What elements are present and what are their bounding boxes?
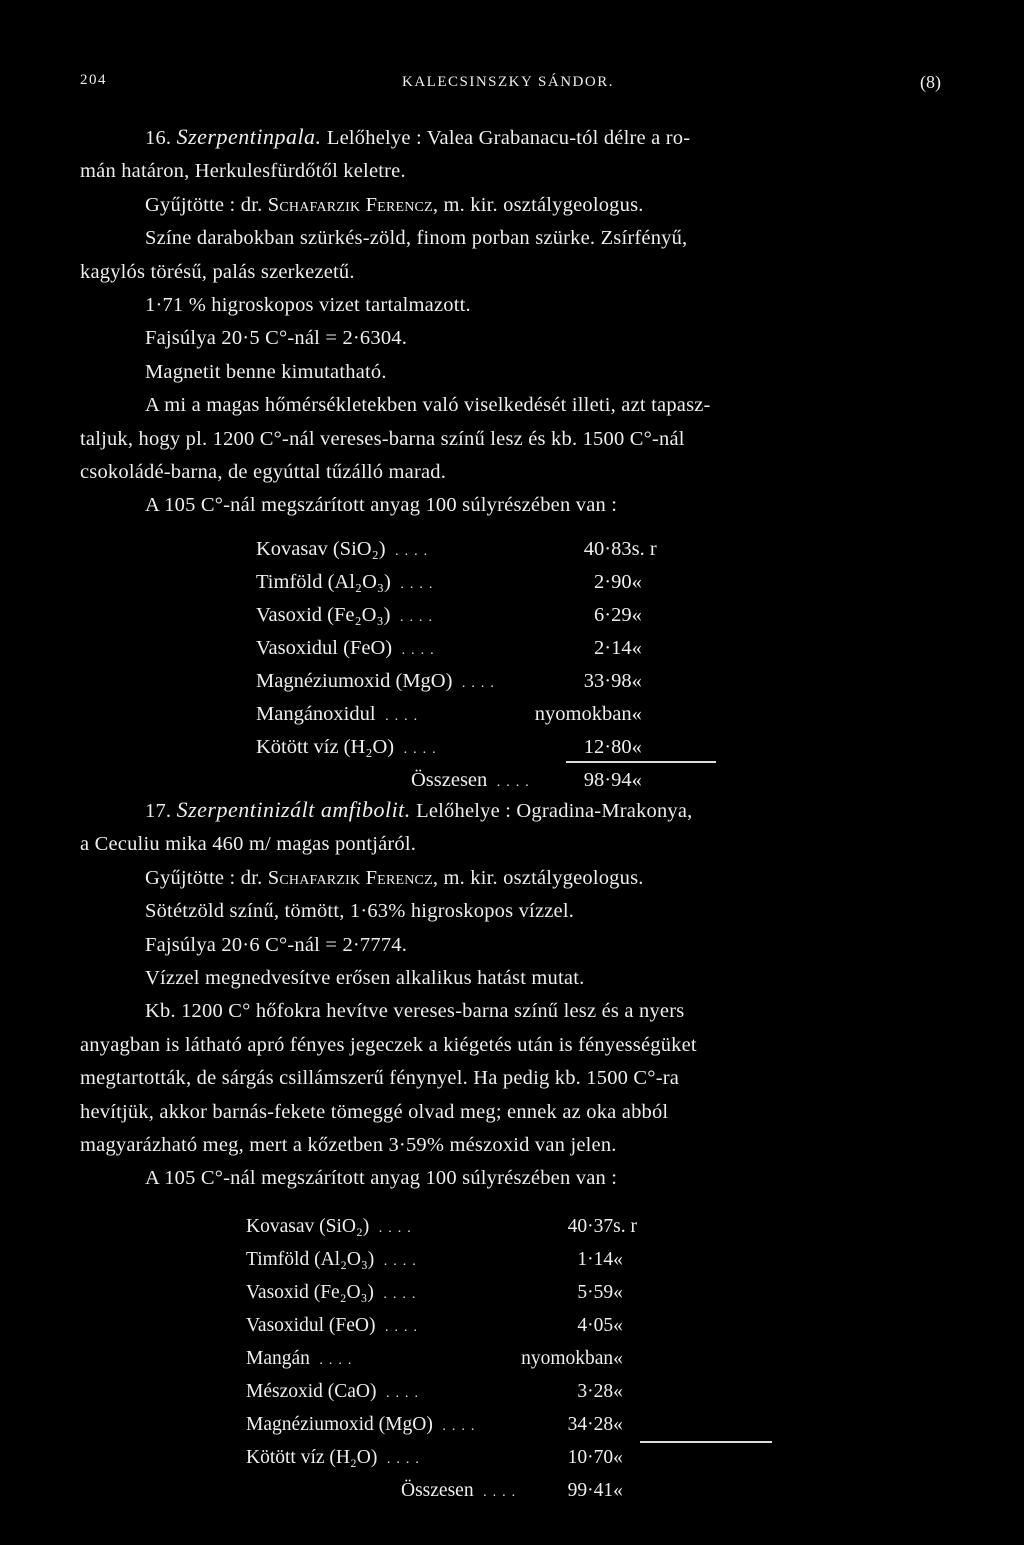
sample17-locality: Lelőhelye : Ogradina-Mrakonya, <box>416 800 693 822</box>
running-title: KALECSINSZKY SÁNDOR. <box>402 74 614 90</box>
component-value: nyomokban <box>534 703 632 725</box>
sample17-description <box>80 793 697 1196</box>
composition-row <box>256 698 657 731</box>
component-name: Vasoxidul (FeO) <box>246 1314 376 1336</box>
composition-row <box>246 1276 637 1309</box>
sample16-heat-behaviour: A mi a magas hőmérsékletekben való viselkedését illeti, azt tapasz- <box>145 394 711 417</box>
component-name: Kovasav (SiO₂) <box>246 1215 370 1237</box>
component-name: Összesen <box>411 769 488 791</box>
composition-row <box>246 1210 637 1243</box>
composition-row <box>246 1243 637 1276</box>
component-name: Timföld (Al₂O₃) <box>246 1248 375 1270</box>
leader-dots: .... <box>373 1286 422 1302</box>
sample17-locality-cont: a Ceculiu mika 460 m/ magas pontjáról. <box>80 833 417 856</box>
sample17-color: Sötétzöld színű, tömött, 1·63% higroskopos vízzel. <box>145 900 575 923</box>
sample16-sum-rule <box>566 761 716 763</box>
component-value: 4·05 <box>577 1314 614 1336</box>
leader-dots: .... <box>377 1451 425 1467</box>
leader-dots: .... <box>473 1484 522 1500</box>
composition-row <box>246 1408 637 1441</box>
sample16-analysis-intro: A 105 C°-nál megszárított anyag 100 súlyrészében van : <box>145 494 618 517</box>
component-value: 40·37 <box>567 1215 614 1237</box>
component-unit: « <box>631 769 642 791</box>
leader-dots: .... <box>487 775 535 790</box>
component-value: 10·70 <box>567 1446 614 1468</box>
sample17-heat-behaviour-2: anyagban is látható apró fényes jegeczek a kiégetés után is fényességüket <box>80 1033 697 1056</box>
component-name: Vasoxidul (FeO) <box>256 637 393 659</box>
leader-dots: .... <box>376 1385 425 1401</box>
component-name: Magnéziumoxid (MgO) <box>256 670 453 692</box>
collector-suffix: m. kir. osztálygeologus. <box>443 866 644 889</box>
collector-prefix: Gyűjtötte : dr. <box>145 866 263 889</box>
collector-suffix: m. kir. osztálygeologus. <box>443 193 644 216</box>
leader-dots: .... <box>369 1220 417 1236</box>
sample16-name: Szerpentinpala. <box>176 124 322 149</box>
composition-row <box>256 665 657 698</box>
composition-row <box>256 599 657 632</box>
sample17-heat-behaviour-5: magyarázható meg, mert a kőzetben 3·59% mészoxid van jelen. <box>80 1134 617 1157</box>
component-value: 3·28 <box>577 1380 614 1402</box>
component-unit: « <box>613 1248 623 1270</box>
sample16-heat-behaviour-cont: taljuk, hogy pl. 1200 C°-nál vereses-barna színű lesz és kb. 1500 C°-nál <box>80 427 685 450</box>
sample17-collector <box>80 862 697 895</box>
component-value: nyomokban <box>521 1347 614 1369</box>
component-value: 6·29 <box>594 604 632 626</box>
component-unit: « <box>613 1314 623 1336</box>
component-name: Mészoxid (CaO) <box>246 1380 377 1402</box>
page-number: 204 <box>80 72 107 88</box>
component-unit: « <box>613 1380 623 1402</box>
sample16-description <box>80 120 711 523</box>
component-unit: « <box>631 736 642 758</box>
sample17-heat-behaviour: Kb. 1200 C° hőfokra hevítve vereses-barna színű lesz és a nyers <box>145 1000 685 1023</box>
sample17-alkaline: Vízzel megnedvesítve erősen alkalikus hatást mutat. <box>145 967 585 990</box>
component-unit: « <box>631 670 642 692</box>
component-name: Mangánoxidul <box>256 703 376 725</box>
component-unit: s. r <box>631 538 657 560</box>
composition-row <box>256 731 657 764</box>
component-name: Timföld (Al₂O₃) <box>256 571 391 593</box>
section-marker: (8) <box>920 72 941 92</box>
leader-dots: .... <box>390 577 439 592</box>
component-unit: « <box>613 1281 623 1303</box>
component-unit: « <box>631 637 642 659</box>
composition-row <box>246 1342 637 1375</box>
sample16-composition-table <box>256 533 657 797</box>
collector-prefix: Gyűjtötte : dr. <box>145 193 263 216</box>
sample17-analysis-intro: A 105 C°-nál megszárított anyag 100 súlyrészében van : <box>145 1167 618 1190</box>
component-value: 5·59 <box>577 1281 614 1303</box>
component-value: 1·14 <box>577 1248 614 1270</box>
leader-dots: .... <box>432 1418 481 1434</box>
sample16-density: Fajsúlya 20·5 C°-nál = 2·6304. <box>145 327 408 350</box>
composition-row <box>256 632 657 665</box>
component-unit: s. r <box>613 1215 637 1237</box>
leader-dots: .... <box>374 1253 422 1269</box>
component-unit: « <box>631 703 642 725</box>
component-name: Összesen <box>401 1479 474 1501</box>
sample17-number: 17. <box>145 800 172 822</box>
sample17-density: Fajsúlya 20·6 C°-nál = 2·7774. <box>145 933 408 956</box>
sample17-heat-behaviour-3: megtartották, de sárgás csillámszerű fénynyel. Ha pedig kb. 1500 C°-ra <box>80 1067 680 1090</box>
component-value: 12·80 <box>583 736 632 758</box>
component-value: 33·98 <box>583 670 632 692</box>
leader-dots: .... <box>309 1352 358 1368</box>
component-unit: « <box>613 1347 623 1369</box>
sample17-heat-behaviour-4: hevítjük, akkor barnás-fekete tömeggé olvad meg; ennek az oka abból <box>80 1100 669 1123</box>
collector-name: Schafarzik Ferencz, <box>267 866 439 889</box>
component-unit: « <box>613 1446 623 1468</box>
composition-row <box>246 1375 637 1408</box>
component-name: Vasoxid (Fe₂O₃) <box>256 604 391 626</box>
component-name: Kovasav (SiO₂) <box>256 538 386 560</box>
composition-total-row <box>246 1474 637 1507</box>
component-name: Kötött víz (H₂O) <box>256 736 395 758</box>
component-value: 98·94 <box>583 769 632 791</box>
sample16-collector <box>80 189 711 222</box>
leader-dots: .... <box>375 709 424 724</box>
sample16-moisture: 1·71 % higroskopos vizet tartalmazott. <box>145 294 471 317</box>
leader-dots: .... <box>452 676 500 691</box>
leader-dots: .... <box>375 1319 423 1335</box>
composition-row <box>256 533 657 566</box>
sample16-locality: Lelőhelye : Valea Grabanacu-tól délre a ro- <box>326 127 691 149</box>
component-value: 2·14 <box>594 637 632 659</box>
composition-row <box>256 566 657 599</box>
component-value: 40·83 <box>583 538 632 560</box>
component-value: 99·41 <box>567 1479 614 1501</box>
sample17-composition-table <box>246 1210 637 1507</box>
sample17-name: Szerpentinizált amfibolit. <box>176 797 411 822</box>
composition-row <box>246 1441 637 1474</box>
sample16-locality-cont: mán határon, Herkulesfürdőtől keletre. <box>80 160 406 183</box>
composition-row <box>246 1309 637 1342</box>
component-unit: « <box>613 1479 623 1501</box>
sample16-heat-behaviour-end: csokoládé-barna, de egyúttal tűzálló marad. <box>80 461 447 484</box>
sample16-color-cont: kagylós törésű, palás szerkezetű. <box>80 260 355 283</box>
component-name: Kötött víz (H₂O) <box>246 1446 378 1468</box>
component-name: Magnéziumoxid (MgO) <box>246 1413 433 1435</box>
leader-dots: .... <box>392 643 440 658</box>
sample16-number: 16. <box>145 127 172 149</box>
collector-name: Schafarzik Ferencz, <box>267 193 439 216</box>
leader-dots: .... <box>394 742 442 757</box>
component-name: Vasoxid (Fe₂O₃) <box>246 1281 374 1303</box>
component-name: Mangán <box>246 1347 310 1369</box>
component-unit: « <box>631 604 642 626</box>
sample16-color: Színe darabokban szürkés-zöld, finom porban szürke. Zsírfényű, <box>145 227 688 250</box>
component-value: 2·90 <box>594 571 632 593</box>
leader-dots: .... <box>385 544 434 559</box>
sample17-sum-rule <box>640 1441 772 1443</box>
component-unit: « <box>613 1413 623 1435</box>
sample16-magnetite: Magnetit benne kimutatható. <box>145 360 387 383</box>
component-unit: « <box>631 571 642 593</box>
leader-dots: .... <box>390 610 438 625</box>
component-value: 34·28 <box>567 1413 614 1435</box>
